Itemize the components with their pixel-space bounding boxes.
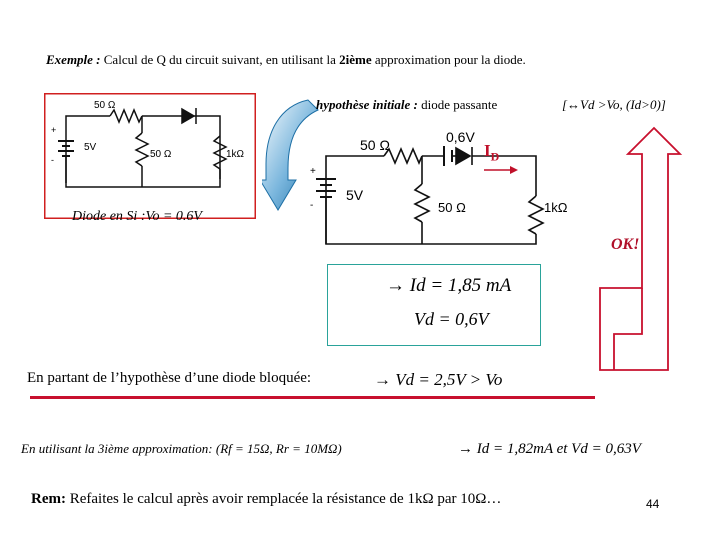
right-plus: + [310, 166, 316, 177]
hypothesis-line [316, 97, 497, 113]
left-r-mid: 50 Ω [150, 149, 172, 160]
hypothesis-condition: [↔Vd >Vo, (Id>0)] [562, 97, 666, 112]
remark-label: Rem: [31, 491, 66, 507]
example-bold: 2ième [339, 52, 372, 67]
left-minus: - [51, 155, 54, 165]
left-source: 5V [84, 142, 97, 153]
ok-label: OK! [611, 236, 640, 253]
example-prefix: Exemple : [46, 52, 101, 67]
third-expr: → Id = 1,82mA et Vd = 0,63V [458, 441, 641, 457]
blocked-expr: → Vd = 2,5V > Vo [374, 370, 503, 389]
hypothesis-value: diode passante [417, 97, 498, 112]
remark [31, 491, 501, 508]
result-vd: Vd = 0,6V [414, 309, 489, 329]
right-source: 5V [346, 187, 364, 203]
left-circuit [44, 93, 256, 219]
page-number: 44 [646, 497, 660, 511]
resistor-load-right [529, 196, 543, 234]
example-text: Calcul de Q du circuit suivant, en utilisant la [100, 52, 340, 67]
right-r-mid: 50 Ω [438, 200, 466, 215]
right-minus: - [310, 200, 314, 211]
left-plus: + [51, 125, 57, 135]
blocked-text: En partant de l’hypothèse d’une diode bloquée: [27, 370, 312, 386]
diode-note: Diode en Si :Vo = 0.6V [72, 209, 202, 224]
right-vo: 0,6V [446, 129, 475, 145]
current-label-main: I [484, 141, 491, 160]
right-r-top: 50 Ω [360, 137, 390, 153]
third-approx-text: En utilisant la 3ième approximation: (Rf = 15Ω, Rr = 10MΩ) [21, 441, 342, 456]
result-id: → Id = 1,85 mA [386, 275, 512, 296]
example-title [46, 52, 526, 68]
red-underline [30, 396, 595, 399]
current-label [484, 141, 499, 164]
left-r-load: 1kΩ [226, 149, 245, 160]
current-label-sub: D [490, 149, 500, 164]
resistor-mid-right [415, 184, 429, 222]
example-suffix: approximation pour la diode. [371, 52, 526, 67]
hypothesis-label: hypothèse initiale : [316, 97, 418, 112]
right-circuit [306, 124, 606, 254]
right-r-load: 1kΩ [544, 200, 568, 215]
remark-text: Refaites le calcul après avoir remplacée la résistance de 1kΩ par 10Ω… [65, 491, 502, 507]
left-r-top: 50 Ω [94, 100, 116, 111]
